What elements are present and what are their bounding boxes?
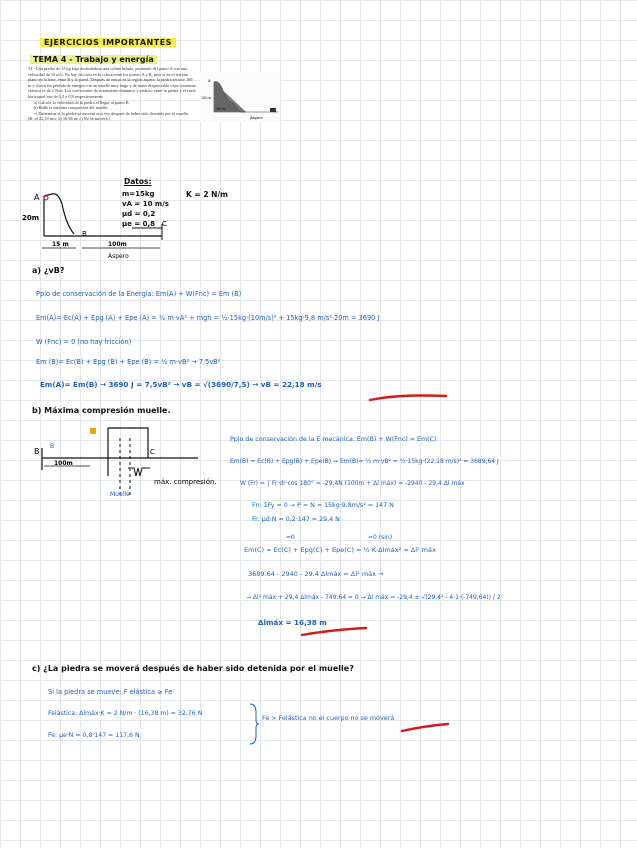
fig-label-height: 20 m <box>202 95 211 100</box>
problem-answers: (R: a) 22,18 m/s; b) 16,38 m; c) No se moverá.) <box>28 116 110 122</box>
part-b-line-2: W (Fr) = ∫ Fr·dr·cos 180° = -29,4N (100m + Δl máx) = -2940 - 29,4 Δl máx <box>240 480 465 487</box>
problem-item-a: a) Calcule la velocidad de la piedra al llegar al punto B. <box>34 99 130 105</box>
part-b-line-1: Em(B) = Ec(B) + Epg(B) + Epe(B) → Em(B)= ½ m·vB² = ½·15kg·(22,18 m/s)² = 3689,64 J <box>230 458 499 465</box>
datos-line-1: vA = 10 m/s <box>122 200 169 208</box>
fig-label-dist: 15 m <box>216 106 225 111</box>
problem-text: 13 - Una piedra de 15 kg baja deslizándose una colina helada, partiendo del punto A con una velocidad de 10 m/s. No hay fricción en la colina entre los puntos A y B, pero sí en el terreno plano en la base, entre B y la pared. Después de entrar en la región áspera, la piedra recorre 100 m y choca sin pérdida de energía con un muelle muy largo y de masa despreciable cuya constante elástica es de 2 N/m. Los coeficientes de rozamiento dinámico y estático entre la piedra y el suelo horizontal son de 0,2 y 0,8 respectivamente. <box>28 66 196 99</box>
part-b-line-7: → Δl² máx + 29,4 Δlmáx - 749,64 = 0 → Δl máx = -29,4 ± √(29,4² - 4·1·(-749,64)) / 2 <box>246 594 501 601</box>
part-b-zero-note: =0 <box>286 534 295 541</box>
part-c-line-1: Felástica: Δlmáx·K = 2 N/m · (16,38 m) = 32,76 N <box>48 710 203 717</box>
part-b-line-5: Em(C) = Ec(C) + Epg(C) + Epe(C) = ½ K·Δlmáx² = Δl² máx <box>244 546 436 554</box>
part-a-line-0: Ppio de conservación de la Energía: Em(A) + W(Fnc) = Em (B) <box>36 290 242 298</box>
problem-item-b: b) Halle la máxima compresión del muelle. <box>34 105 109 111</box>
part-b-line-8: Δlmáx = 16,38 m <box>258 618 327 627</box>
part-c-brace <box>248 702 260 746</box>
sketch1-label-a: A <box>34 193 40 202</box>
datos-line-3: μe = 0,8 <box>122 220 156 228</box>
part-a-red-underline <box>368 392 450 404</box>
part-c-conclusion: Fe > Felástica no el cuerpo no se moverá <box>262 714 395 722</box>
part-b-label: b) Máxima compresión muelle. <box>32 406 171 415</box>
sketch1-label-c: C <box>162 220 167 228</box>
datos-line-0: m=15kg <box>122 190 155 198</box>
sketch1-dist2: 100m <box>108 241 127 248</box>
sketch-spring <box>30 418 220 498</box>
sketch1-rough: Áspero <box>108 253 129 260</box>
topic-title <box>30 55 157 64</box>
sketch2-dist: 100m <box>54 460 73 467</box>
sketch1-label-b: B <box>82 230 87 238</box>
fig-label-a: A <box>208 78 211 83</box>
sketch1-dist1: 15 m <box>52 241 69 248</box>
part-a-line-2: W (Fnc) = 0 (no hay fricción) <box>36 338 132 346</box>
sketch1-height: 20m <box>22 214 40 222</box>
problem-text-block <box>28 66 196 122</box>
sketch2-label-b: B <box>50 443 55 450</box>
part-b-line-6: 3689,64 - 2940 - 29,4 Δlmáx = Δl² máx → <box>248 570 384 578</box>
part-a-label: a) ¿vB? <box>32 266 65 275</box>
problem-statement <box>28 66 282 166</box>
part-b-line-0: Ppio de conservación de la E mecánica: Em(B) + W(Fnc) = Em(C) <box>230 436 437 443</box>
datos-title: Datos: <box>124 177 152 186</box>
part-c-label: c) ¿La piedra se moverá después de haber sido detenida por el muelle? <box>32 664 354 673</box>
datos-k: K = 2 N/m <box>186 190 228 199</box>
sketch2-b-letter: B <box>34 447 40 456</box>
part-c-red-underline <box>400 722 452 734</box>
fig-label-rough: Áspero <box>250 115 263 120</box>
part-b-red-underline <box>300 626 370 638</box>
problem-item-c: c) Determine si la piedra se moverá otra vez después de haber sido detenida por el muelle. <box>34 110 189 116</box>
sketch2-muelle: Muelle <box>110 491 130 498</box>
sketch2-maxcomp: máx. compresión. <box>154 478 217 486</box>
topic-highlight: TEMA 4 - Trabajo y energía <box>30 55 157 64</box>
part-b-line-3: Fn: ΣFy = 0 → P = N = 15kg·9,8m/s² = 147 N <box>252 502 394 509</box>
datos-line-2: μd = 0,2 <box>122 210 156 218</box>
part-a-line-4: Em(A)= Em(B) → 3690 J = 7,5vB² → vB = √(3690/7,5) → vB = 22,18 m/s <box>40 380 322 389</box>
part-a-line-1: Em(A)= Ec(A) + Epg (A) + Epe (A) = ½ m·vA² + mgh = ½·15kg·(10m/s)² + 15kg·9,8 m/s²·20m = 3690 J <box>36 314 380 322</box>
part-a-line-3: Em (B)= Ec(B) + Epg (B) + Epe (B) = ½ m·vB² → 7,5vB² <box>36 358 221 366</box>
part-c-line-0: Si la piedra se mueve: F elástica ≥ Fe <box>48 688 173 696</box>
sketch2-label-c: C <box>150 448 155 456</box>
part-b-zero-note-2: =0 (sin) <box>368 534 393 541</box>
problem-figure <box>200 72 280 122</box>
page-title: EJERCICIOS IMPORTANTES <box>40 38 176 47</box>
part-b-line-4: Fr: μd·N = 0,2·147 = 29,4 N <box>252 516 340 523</box>
part-c-line-2: Fe: μe·N = 0,8·147 = 117,6 N <box>48 732 140 739</box>
